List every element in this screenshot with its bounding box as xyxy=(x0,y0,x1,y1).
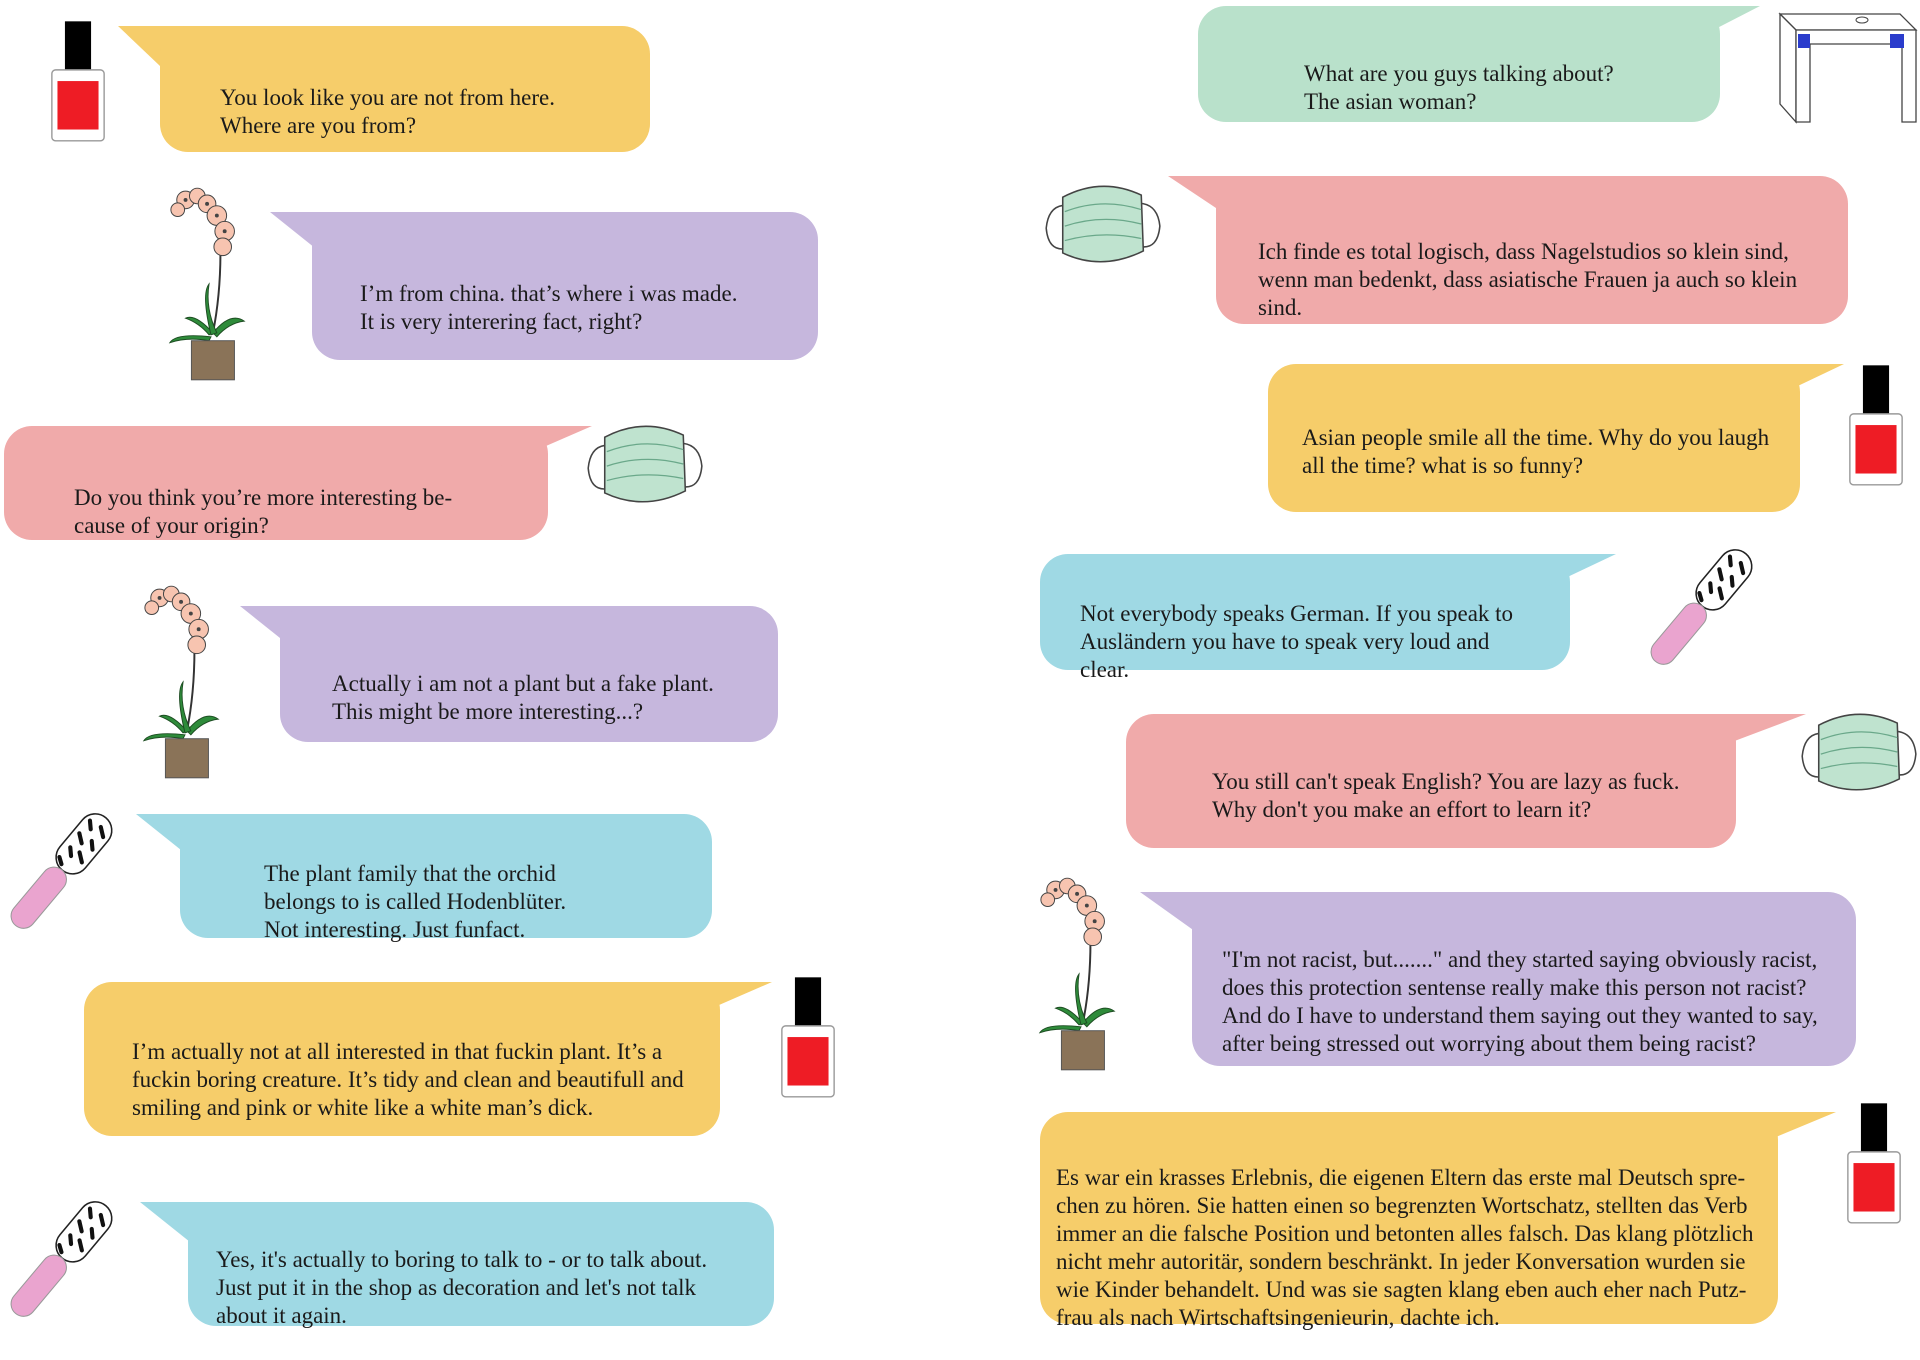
bubble-text: What are you guys talking about? The asian woman? xyxy=(1304,61,1614,114)
bubble-tail xyxy=(1740,1112,1836,1152)
bubble-text: Ich finde es total logisch, dass Nagelstudios so klein sind, wenn man bedenkt, dass asiatische Frauen ja auch so klein sind. xyxy=(1258,239,1798,320)
orchid-plant-icon xyxy=(166,184,254,384)
nail-polish-icon xyxy=(50,18,106,146)
speech-bubble xyxy=(1198,6,1720,122)
bubble-text: Actually i am not a plant but a fake plant. This might be more interesting...? xyxy=(332,671,714,724)
speech-bubble xyxy=(1040,554,1570,682)
nail-polish-icon xyxy=(1848,362,1904,490)
bubble-tail xyxy=(1540,554,1616,590)
bubble-text: You look like you are not from here. Where are you from? xyxy=(220,85,555,138)
bubble-text: I’m from china. that’s where i was made. It is very interering fact, right? xyxy=(360,281,738,334)
bubble-text: Es war ein krasses Erlebnis, die eigenen Eltern das erste mal Deutsch spre- chen zu hören. Sie hatten einen so begrenzten Wortschatz, stellten das Verb immer an die falsche Position und betonten alles falsch. Das klang plötzlich nicht mehr autoritär, sondern beschränkt. In jeder Konversation wurden sie wie Kinder behandelt. Und was sie sagten klang eben auch eher nach Putz- frau als nach Wirtschaftsingenieurin, dachte ich. xyxy=(1056,1165,1754,1330)
bubble-tail xyxy=(1690,6,1760,42)
face-mask-icon xyxy=(582,416,706,510)
speech-bubble xyxy=(188,1202,774,1326)
speech-bubble xyxy=(1268,364,1800,512)
nail-file-icon xyxy=(0,808,124,932)
nail-table-icon xyxy=(1770,4,1920,124)
bubble-text: Asian people smile all the time. Why do you laugh all the time? what is so funny? xyxy=(1302,425,1770,478)
bubble-tail xyxy=(1700,714,1806,754)
speech-bubble xyxy=(1040,1112,1778,1330)
speech-bubble xyxy=(84,982,720,1136)
bubble-text: "I'm not racist, but......." and they started saying obviously racist, does this protection sentense really make this person not racist? And do I have to understand them saying out they wanted to say, after being stressed out worrying about them being racist? xyxy=(1222,947,1818,1056)
speech-bubble xyxy=(1216,176,1848,324)
orchid-plant-icon xyxy=(140,584,228,780)
bubble-tail xyxy=(680,982,772,1022)
nail-file-icon xyxy=(0,1196,124,1320)
bubble-tail xyxy=(1760,364,1844,404)
speech-bubble xyxy=(180,814,712,942)
speech-bubble xyxy=(160,26,650,152)
bubble-text: Do you think you’re more interesting be- cause of your origin? xyxy=(74,485,453,538)
nail-polish-icon xyxy=(780,974,836,1102)
nail-file-icon xyxy=(1640,544,1764,668)
speech-bubble xyxy=(1192,892,1856,1066)
face-mask-icon xyxy=(1796,704,1920,798)
bubble-text: I’m actually not at all interested in that fuckin plant. It’s a fuckin boring creature. It’s tidy and clean and beautifull and smiling and pink or white like a white man’s dick. xyxy=(132,1039,684,1120)
speech-bubble xyxy=(280,606,778,742)
speech-bubble xyxy=(312,212,818,360)
bubble-text: The plant family that the orchid belongs to is called Hodenblüter. Not interesting. Just funfact. xyxy=(264,861,567,942)
bubble-text: Not everybody speaks German. If you speak to Ausländern you have to speak very loud and clear. xyxy=(1080,601,1514,682)
bubble-tail xyxy=(500,426,592,466)
bubble-text: Yes, it's actually to boring to talk to - or to talk about. Just put it in the shop as decoration and let's not talk about it again. xyxy=(216,1247,708,1328)
face-mask-icon xyxy=(1040,176,1164,270)
bubble-text: You still can't speak English? You are lazy as fuck. Why don't you make an effort to learn it? xyxy=(1212,769,1680,822)
orchid-plant-icon xyxy=(1036,876,1124,1072)
nail-polish-icon xyxy=(1846,1100,1902,1228)
speech-bubble xyxy=(1126,714,1736,848)
speech-bubble xyxy=(4,426,548,540)
